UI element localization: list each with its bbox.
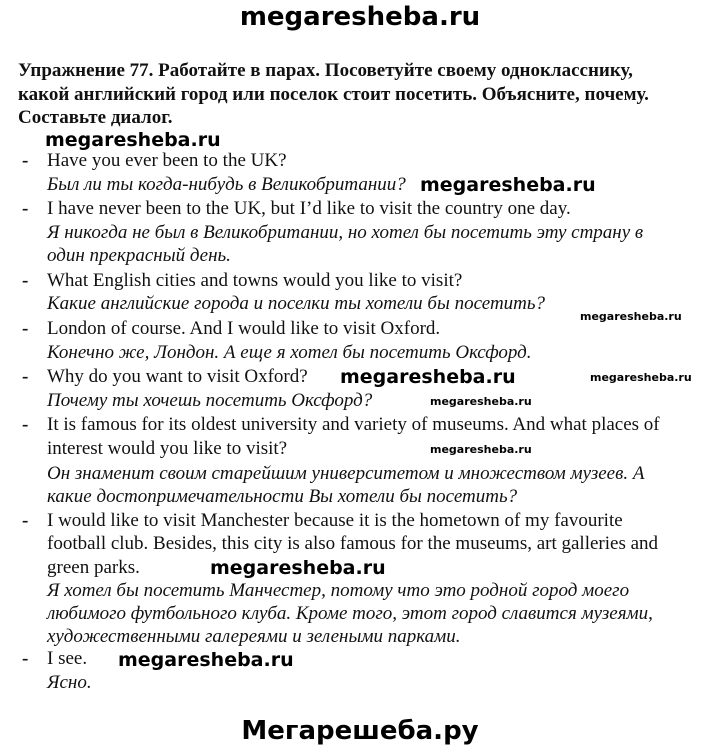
exercise-title-line: Составьте диалог. [18,107,173,128]
dialog-dash: - [22,318,29,339]
watermark: megaresheba.ru [430,443,532,456]
watermark: megaresheba.ru [430,395,532,408]
dialog-line-english: Why do you want to visit Oxford? [47,366,308,387]
dialog-dash: - [22,366,29,387]
dialog-line-english: What English cities and towns would you like to visit? [47,270,463,291]
header-watermark: megaresheba.ru [239,2,481,32]
watermark: megaresheba.ru [580,310,682,323]
dialog-dash: - [22,198,29,219]
dialog-line-english: I would like to visit Manchester because it is the hometown of my favourite [47,510,623,531]
dialog-line-translation: любимого футбольного клуба. Кроме того, этот город славится музеями, [47,603,653,624]
dialog-line-english: Have you ever been to the UK? [47,150,287,171]
watermark: megaresheba.ru [45,129,221,151]
exercise-title-line: какой английский город или поселок стоит посетить. Объясните, почему. [18,84,649,105]
dialog-line-english: It is famous for its oldest university and variety of museums. And what places of [47,414,660,435]
dialog-line-english: I see. [47,648,88,669]
dialog-line-translation: Почему ты хочешь посетить Оксфорд? [47,390,373,411]
dialog-line-english: green parks. [47,557,140,578]
exercise-title-line: Упражнение 77. Работайте в парах. Посоветуйте своему однокласснику, [18,60,633,81]
dialog-line-translation: Конечно же, Лондон. А еще я хотел бы посетить Оксфорд. [47,342,532,363]
dialog-dash: - [22,510,29,531]
watermark: megaresheba.ru [590,371,692,384]
dialog-line-english: football club. Besides, this city is also famous for the museums, art galleries and [47,533,659,554]
dialog-line-english: interest would you like to visit? [47,438,288,459]
dialog-line-translation: художественными галереями и зелеными парками. [47,626,461,647]
watermark: megaresheba.ru [340,366,516,388]
dialog-line-translation: Какие английские города и поселки ты хотели бы посетить? [47,293,546,314]
watermark: megaresheba.ru [420,174,596,196]
dialog-dash: - [22,150,29,171]
dialog-dash: - [22,414,29,435]
dialog-line-english: I have never been to the UK, but I’d like to visit the country one day. [47,198,571,219]
dialog-line-english: London of course. And I would like to visit Oxford. [47,318,441,339]
dialog-line-translation: Я никогда не был в Великобритании, но хотел бы посетить эту страну в [47,222,644,243]
dialog-dash: - [22,648,29,669]
dialog-line-translation: Я хотел бы посетить Манчестер, потому что это родной город моего [47,580,630,601]
dialog-line-translation: один прекрасный день. [47,245,231,266]
dialog-line-translation: Ясно. [47,672,92,693]
footer-watermark: Мегарешеба.ру [241,716,479,746]
dialog-line-translation: какие достопримечательности Вы хотели бы посетить? [47,486,518,507]
dialog-line-translation: Был ли ты когда-нибудь в Великобритании? [47,174,406,195]
dialog-dash: - [22,270,29,291]
watermark: megaresheba.ru [118,649,294,671]
watermark: megaresheba.ru [210,557,386,579]
dialog-line-translation: Он знаменит своим старейшим университетом и множеством музеев. А [47,463,645,484]
